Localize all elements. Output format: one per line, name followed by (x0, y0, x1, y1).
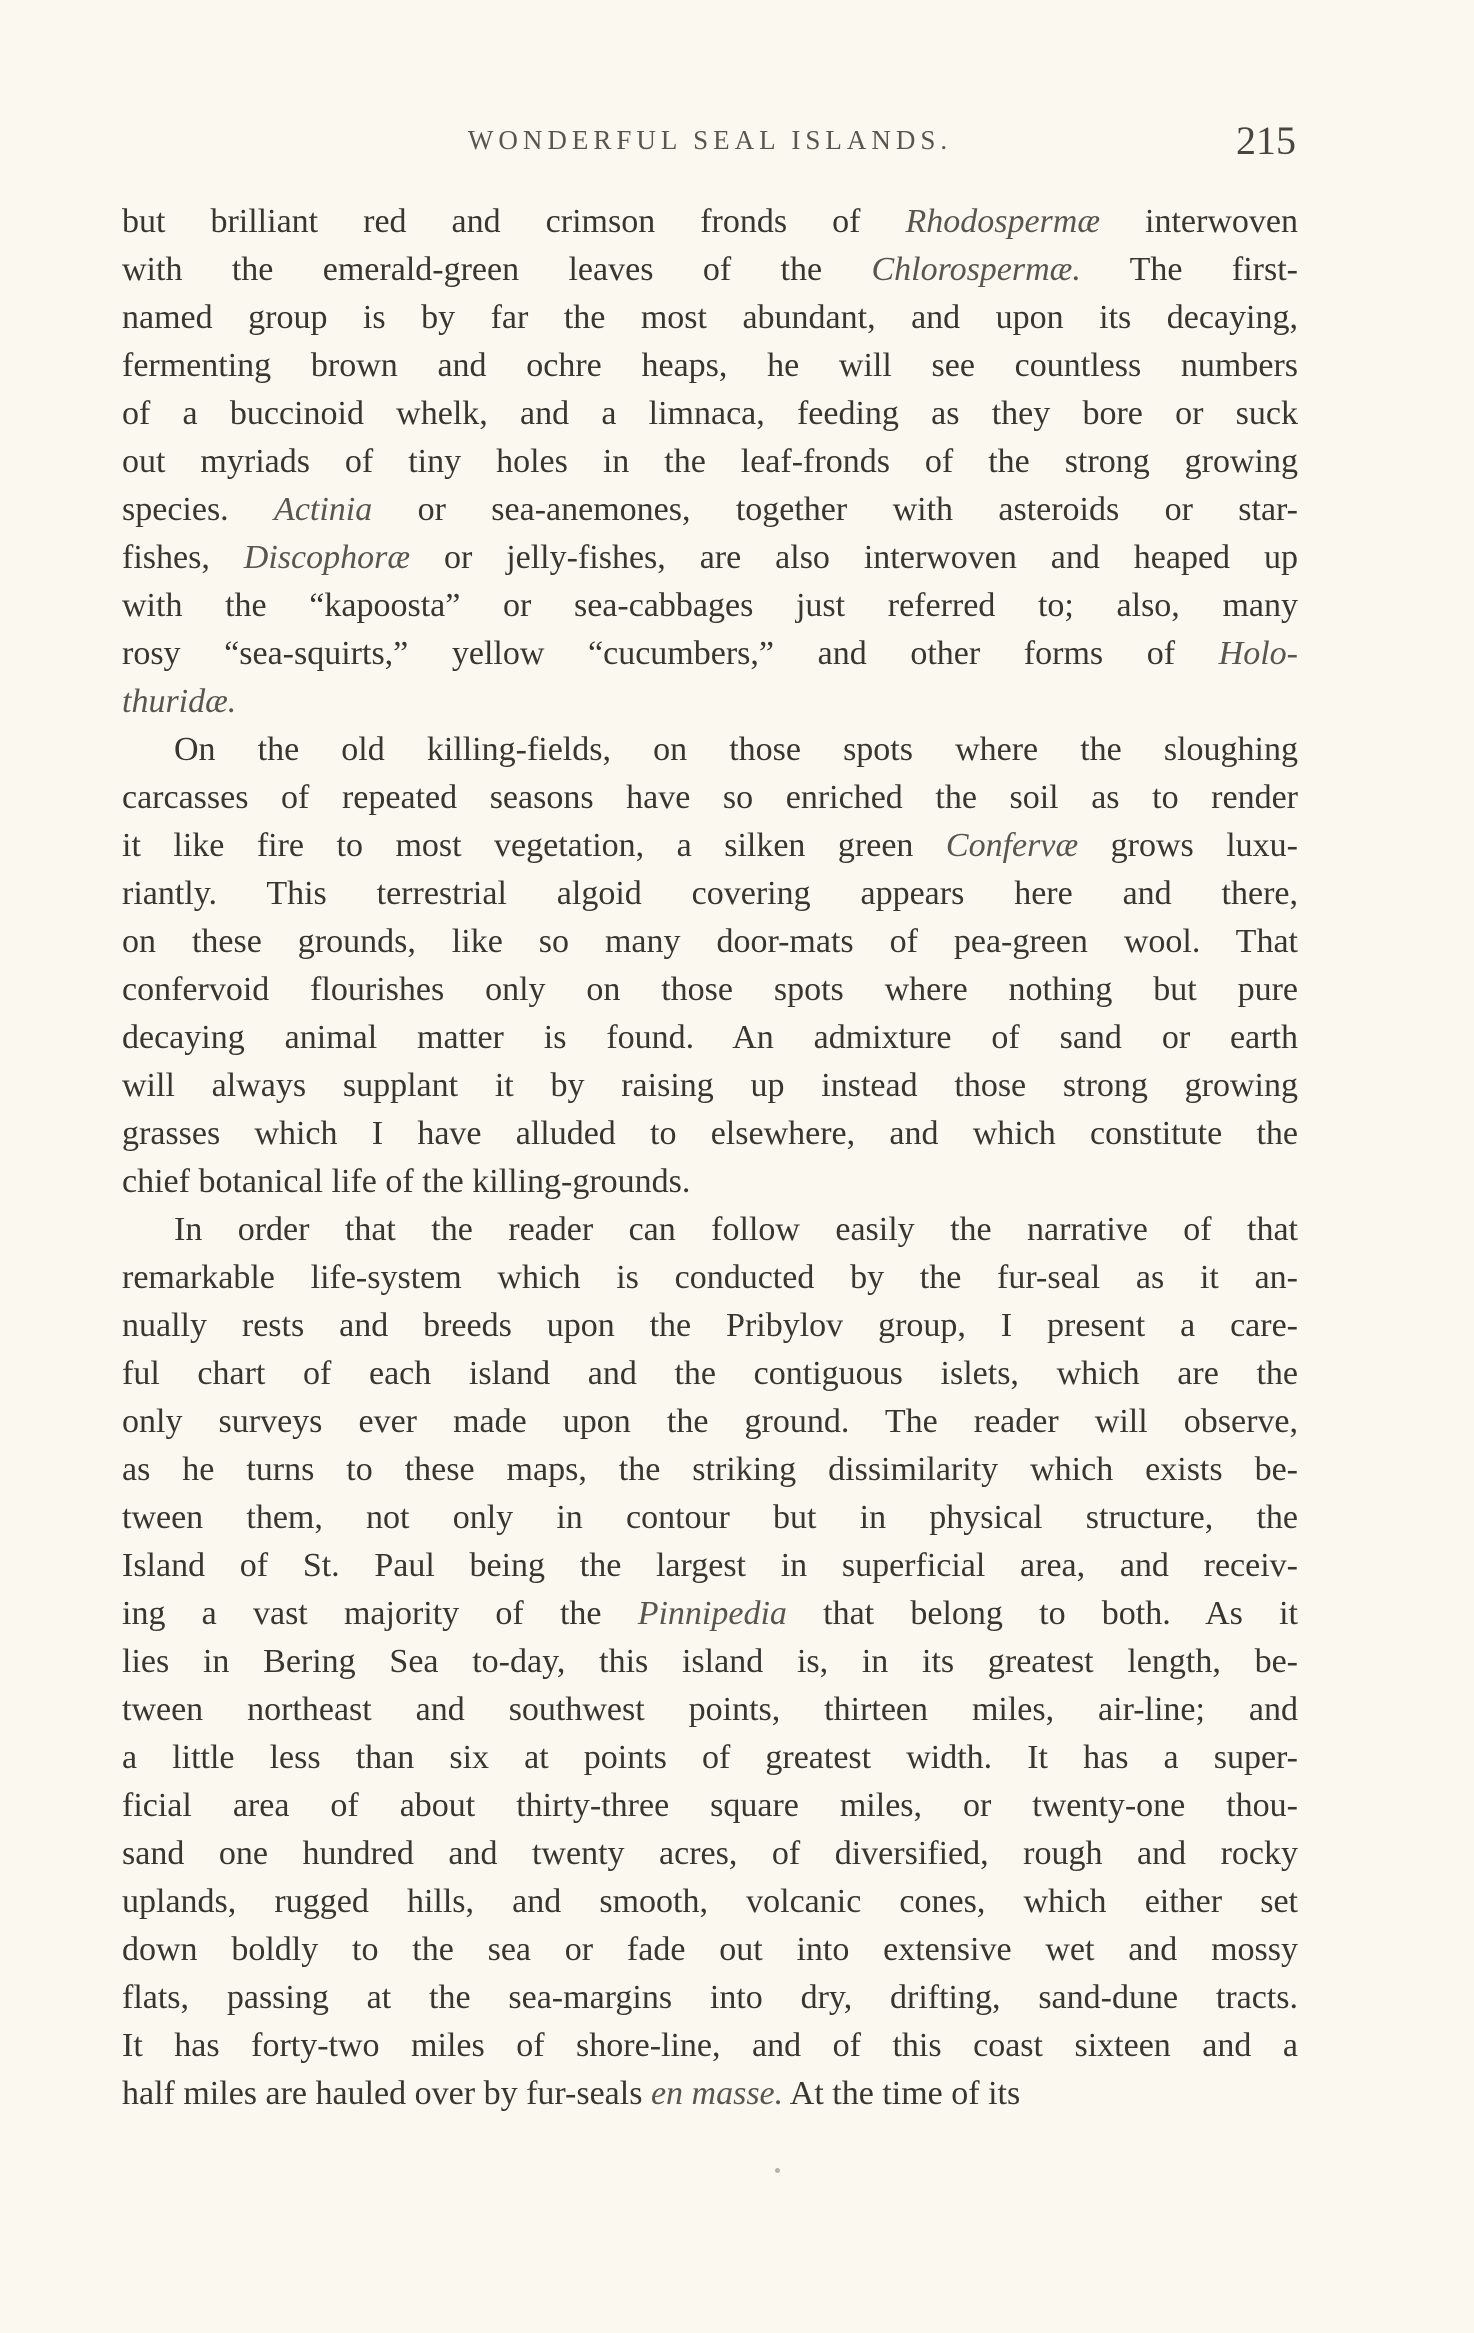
text-segment: interwoven (1100, 203, 1298, 240)
text-line (122, 1734, 1298, 1782)
italic-term: Actinia (274, 491, 373, 528)
text-segment: as he turns to these maps, the striking dissimilarity which exists be- (122, 1451, 1298, 1488)
text-segment: with the “kapoosta” or sea-cabbages just referred to; also, many (122, 587, 1298, 624)
text-segment: nually rests and breeds upon the Pribylov group, I present a care- (122, 1307, 1298, 1344)
paragraph (122, 1206, 1298, 2118)
text-line (122, 1686, 1298, 1734)
running-head (122, 113, 1298, 163)
text-segment: grasses which I have alluded to elsewhere, and which constitute the (122, 1115, 1298, 1152)
paper-speck (775, 2168, 780, 2173)
italic-term: en masse. (650, 2075, 784, 2112)
text-line (122, 2070, 1298, 2118)
paragraph (122, 726, 1298, 1206)
text-line (122, 1254, 1298, 1302)
text-line (122, 1350, 1298, 1398)
text-segment: but brilliant red and crimson fronds of (122, 203, 906, 240)
text-segment: only surveys ever made upon the ground. The reader will observe, (122, 1403, 1298, 1440)
text-segment: In order that the reader can follow easily the narrative of that (174, 1211, 1298, 1248)
text-segment: or sea-anemones, together with asteroids or star- (372, 491, 1299, 528)
text-segment: ful chart of each island and the contiguous islets, which are the (122, 1355, 1298, 1392)
text-line (122, 1494, 1298, 1542)
italic-term: Holo- (1218, 635, 1298, 672)
paragraph (122, 198, 1298, 726)
page-number: 215 (1236, 118, 1296, 163)
text-line (122, 198, 1298, 246)
text-line (122, 582, 1298, 630)
body-text (122, 198, 1298, 2118)
text-segment: Island of St. Paul being the largest in superficial area, and receiv- (122, 1547, 1298, 1584)
italic-term: Chlorospermæ. (871, 251, 1081, 288)
text-line (122, 1926, 1298, 1974)
text-line (122, 246, 1298, 294)
italic-term: Rhodospermæ (905, 203, 1101, 240)
text-segment: or jelly-fishes, are also interwoven and heaped up (410, 539, 1298, 576)
text-segment: down boldly to the sea or fade out into extensive wet and mossy (122, 1931, 1298, 1968)
text-line (122, 1542, 1298, 1590)
text-segment: At the time of its (783, 2075, 1021, 2112)
text-segment: ficial area of about thirty-three square miles, or twenty-one thou- (122, 1787, 1298, 1824)
text-line (122, 1974, 1298, 2022)
text-segment: out myriads of tiny holes in the leaf-fronds of the strong growing (122, 443, 1298, 480)
text-segment: tween northeast and southwest points, thirteen miles, air-line; and (122, 1691, 1298, 1728)
text-line (122, 726, 1298, 774)
text-segment: uplands, rugged hills, and smooth, volcanic cones, which either set (122, 1883, 1298, 1920)
text-segment: grows luxu- (1078, 827, 1298, 864)
text-line (122, 1302, 1298, 1350)
text-line (122, 534, 1298, 582)
text-segment: rosy “sea-squirts,” yellow “cucumbers,” and other forms of (122, 635, 1219, 672)
text-segment: fishes, (122, 539, 244, 576)
text-segment: half miles are hauled over by fur-seals (122, 2075, 651, 2112)
italic-term: Pinnipedia (637, 1595, 787, 1632)
text-segment: lies in Bering Sea to-day, this island is, in its greatest length, be- (122, 1643, 1298, 1680)
text-segment: that belong to both. As it (786, 1595, 1298, 1632)
text-segment: of a buccinoid whelk, and a limnaca, feeding as they bore or suck (122, 395, 1298, 432)
text-line (122, 486, 1298, 534)
text-line (122, 438, 1298, 486)
text-line (122, 342, 1298, 390)
text-segment: species. (122, 491, 275, 528)
text-segment: It has forty-two miles of shore-line, and of this coast sixteen and a (122, 2027, 1298, 2064)
text-line (122, 822, 1298, 870)
text-segment: with the emerald-green leaves of the (122, 251, 872, 288)
text-line (122, 1398, 1298, 1446)
text-segment: remarkable life-system which is conducted by the fur-seal as it an- (122, 1259, 1298, 1296)
text-segment: The first- (1080, 251, 1298, 288)
text-segment: named group is by far the most abundant, and upon its decaying, (122, 299, 1298, 336)
text-line (122, 1110, 1298, 1158)
text-segment: confervoid flourishes only on those spots where nothing but pure (122, 971, 1298, 1008)
text-segment: flats, passing at the sea-margins into dry, drifting, sand-dune tracts. (122, 1979, 1298, 2016)
italic-term: Confervæ (945, 827, 1079, 864)
text-line (122, 1446, 1298, 1494)
text-line (122, 630, 1298, 678)
text-segment: chief botanical life of the killing-grounds. (122, 1163, 691, 1200)
text-line (122, 966, 1298, 1014)
text-segment: sand one hundred and twenty acres, of diversified, rough and rocky (122, 1835, 1298, 1872)
text-line (122, 1638, 1298, 1686)
text-line (122, 1878, 1298, 1926)
text-line (122, 294, 1298, 342)
text-line (122, 1206, 1298, 1254)
text-segment: fermenting brown and ochre heaps, he will see countless numbers (122, 347, 1298, 384)
text-line (122, 1590, 1298, 1638)
text-segment: riantly. This terrestrial algoid covering appears here and there, (122, 875, 1298, 912)
text-line (122, 1014, 1298, 1062)
text-line (122, 390, 1298, 438)
text-line (122, 1158, 1298, 1206)
text-segment: a little less than six at points of greatest width. It has a super- (122, 1739, 1298, 1776)
italic-term: Discophoræ (243, 539, 410, 576)
text-segment: On the old killing-fields, on those spots where the sloughing (174, 731, 1298, 768)
text-segment: on these grounds, like so many door-mats of pea-green wool. That (122, 923, 1298, 960)
text-segment: will always supplant it by raising up instead those strong growing (122, 1067, 1298, 1104)
running-title: WONDERFUL SEAL ISLANDS. (467, 125, 953, 155)
text-line (122, 1062, 1298, 1110)
text-segment: carcasses of repeated seasons have so enriched the soil as to render (122, 779, 1298, 816)
text-line (122, 1782, 1298, 1830)
text-segment: ing a vast majority of the (122, 1595, 638, 1632)
text-line (122, 2022, 1298, 2070)
text-line (122, 870, 1298, 918)
text-segment: decaying animal matter is found. An admixture of sand or earth (122, 1019, 1298, 1056)
text-line (122, 774, 1298, 822)
text-segment: tween them, not only in contour but in physical structure, the (122, 1499, 1298, 1536)
italic-term: thuridæ. (122, 683, 237, 720)
text-line (122, 1830, 1298, 1878)
text-line (122, 678, 1298, 726)
text-line (122, 918, 1298, 966)
text-segment: it like fire to most vegetation, a silken green (122, 827, 946, 864)
